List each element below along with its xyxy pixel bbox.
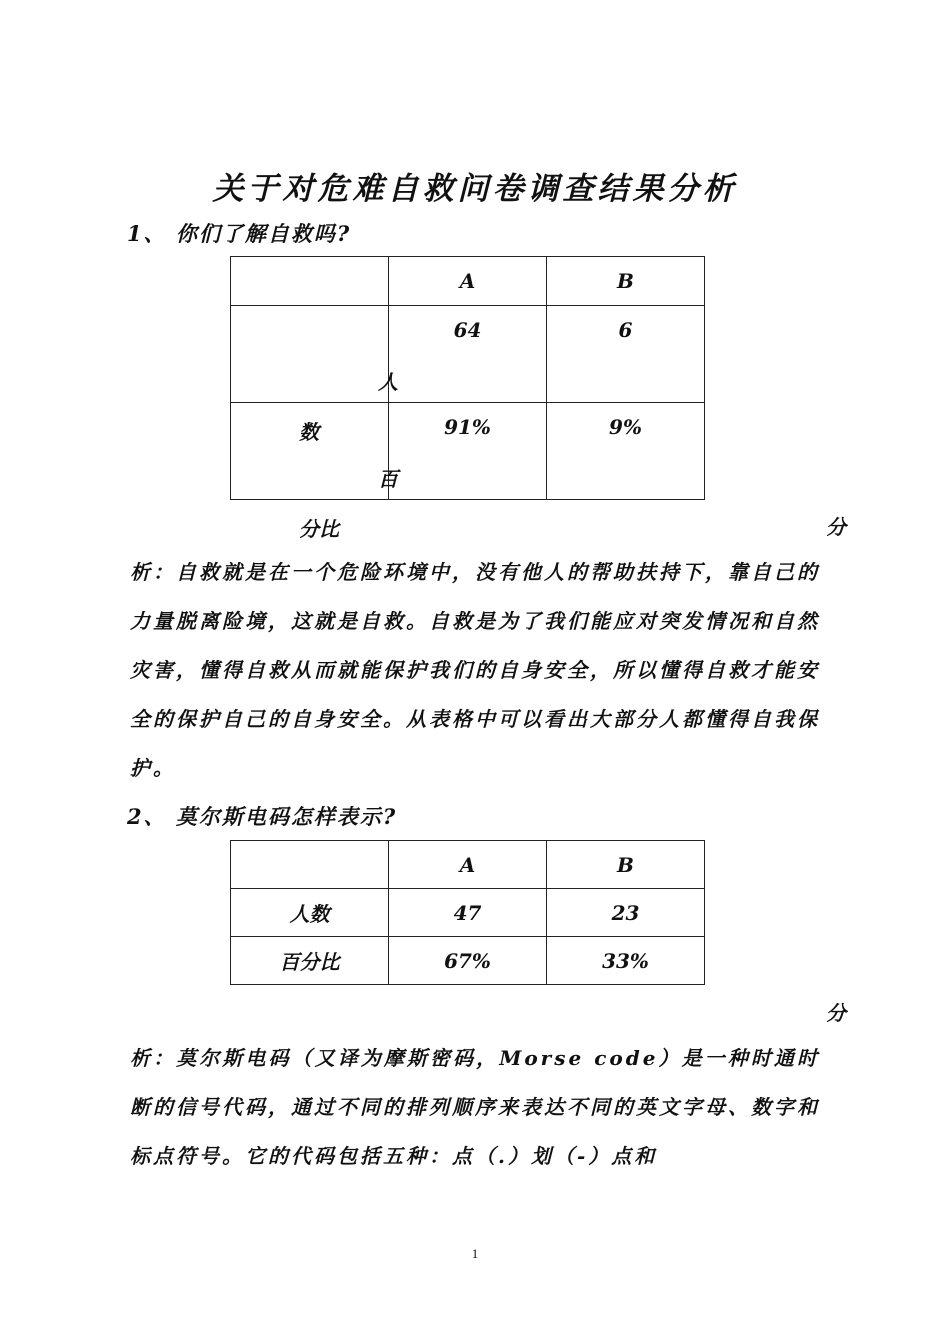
percent-a-cell: 67%: [389, 937, 547, 985]
table-header-row: [231, 257, 705, 306]
count-a-cell: 64: [389, 306, 547, 403]
count-a-cell: 47: [389, 889, 547, 937]
table-corner-cell: [231, 257, 389, 306]
percent-b-cell: 9%: [547, 403, 705, 500]
count-b-cell: 6: [547, 306, 705, 403]
survey-table-1: [230, 256, 705, 541]
page-number: 1: [471, 1246, 479, 1261]
table-row: [231, 937, 705, 985]
percent-a-cell: 91%: [389, 403, 547, 500]
row-label-part: 百: [378, 467, 398, 491]
analysis-1-text: 析：自救就是在一个危险环境中，没有他人的帮助扶持下，靠自己的力量脱离险境，这就是自救。自救是为了我们能应对突发情况和自然灾害，懂得自救从而就能保护我们的自身安全，所以懂得自救才能安全的保护自己的自身安全。从表格中可以看出大部分人都懂得自我保护。: [130, 560, 820, 780]
percent-b-cell: 33%: [547, 937, 705, 985]
row-label-part: 人: [378, 370, 398, 394]
table-header-row: [231, 841, 705, 889]
table-corner-cell: [231, 841, 389, 889]
question-2: 2、 莫尔斯电码怎样表示?: [127, 804, 398, 829]
count-b-cell: 23: [547, 889, 705, 937]
row-label-count: 人数: [231, 889, 389, 937]
table-row: [231, 306, 705, 403]
analysis-2-text: 析：莫尔斯电码（又译为摩斯密码，Morse code）是一种时通时断的信号代码，通过不同的排列顺序来表达不同的英文字母、数字和标点符号。它的代码包括五种：点（.）划（-）点和: [130, 1046, 820, 1168]
analysis-1-heading: 分: [826, 515, 846, 539]
header-cell-b: B: [547, 257, 705, 306]
document-title: 关于对危难自救问卷调查结果分析: [212, 171, 738, 207]
row-label-part: 数: [299, 420, 319, 444]
row-label-percent: 百分比: [231, 937, 389, 985]
header-cell-a: A: [389, 257, 547, 306]
header-cell-b: B: [547, 841, 705, 889]
row-label-part: 分比: [299, 517, 339, 541]
table-row: [231, 889, 705, 937]
row-label-count: [231, 306, 398, 444]
analysis-2-heading: 分: [826, 1001, 846, 1025]
header-cell-a: A: [389, 841, 547, 889]
question-1: 1、 你们了解自救吗?: [127, 221, 352, 246]
survey-table-2: [230, 840, 705, 985]
